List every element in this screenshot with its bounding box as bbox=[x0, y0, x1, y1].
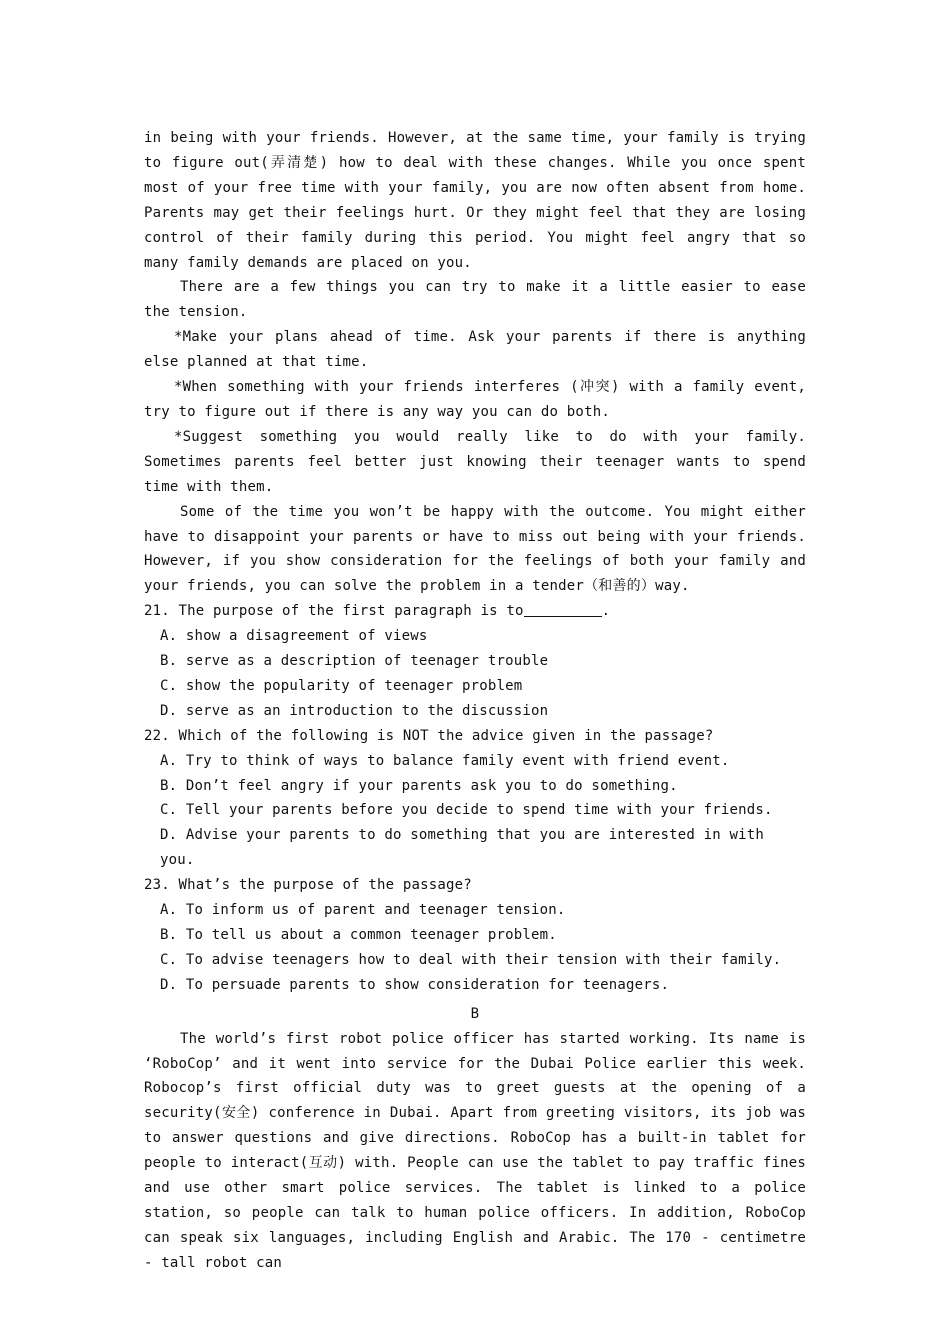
option-d: D. serve as an introduction to the discussion bbox=[160, 702, 549, 719]
option-c: C. show the popularity of teenager problem bbox=[160, 677, 523, 694]
option-d: D. To persuade parents to show consideration for teenagers. bbox=[160, 976, 670, 993]
question-stem: 23. What’s the purpose of the passage? bbox=[144, 877, 472, 894]
question-stem-text: 21. The purpose of the first paragraph is to bbox=[144, 603, 524, 620]
option-a: A. To inform us of parent and teenager tension. bbox=[160, 902, 566, 919]
page-content bbox=[144, 126, 806, 1276]
option-b: B. serve as a description of teenager trouble bbox=[160, 653, 549, 670]
question-21 bbox=[144, 599, 806, 724]
option-b: B. Don’t feel angry if your parents ask you to do something. bbox=[160, 777, 678, 794]
section-heading: B bbox=[470, 1005, 480, 1022]
passage-a-paragraph-1: in being with your friends. However, at the same time, your family is trying to figure out(弄清楚) how to deal with these changes. While you once spent most of your free time with your family, you are now often absent from home. Parents may get their feelings hurt. Or they might feel that they are losing control of their family during this period. You might feel angry that so many family demands are placed on you. bbox=[144, 130, 806, 271]
option-c: C. Tell your parents before you decide to spend time with your friends. bbox=[160, 802, 773, 819]
question-22 bbox=[144, 724, 806, 873]
advice-bullet-2: *When something with your friends interferes (冲突) with a family event, try to figure out if there is any way you can do both. bbox=[144, 379, 806, 420]
question-stem-end: . bbox=[601, 603, 611, 620]
question-stem: 22. Which of the following is NOT the advice given in the passage? bbox=[144, 727, 714, 744]
option-a: A. show a disagreement of views bbox=[160, 628, 428, 645]
question-stem bbox=[144, 599, 806, 624]
option-a: A. Try to think of ways to balance family event with friend event. bbox=[160, 752, 730, 769]
option-c: C. To advise teenagers how to deal with their tension with their family. bbox=[160, 951, 782, 968]
passage-b-paragraph-1: The world’s first robot police officer has started working. Its name is ‘RoboCop’ and it went into service for the Dubai Police earlier this week. Robocop’s first official duty was to greet guests at the opening of a security(安全) conference in Dubai. Apart from greeting visitors, its job was to answer questions and give directions. RoboCop has a built-in tablet for people to interact(互动) with. People can use the tablet to pay traffic fines and use other smart police services. The tablet is linked to a police station, so people can talk to human police officers. In addition, RoboCop can speak six languages, including English and Arabic. The 170 - centimetre - tall robot can bbox=[144, 1030, 806, 1271]
option-d: D. Advise your parents to do something that you are interested in with you. bbox=[160, 827, 765, 869]
advice-bullet-1: *Make your plans ahead of time. Ask your parents if there is anything else planned at that time. bbox=[144, 329, 806, 371]
passage-a-paragraph-3: Some of the time you won’t be happy with the outcome. You might either have to disappoint your parents or have to miss out being with your friends. However, if you show consideration for the feelings of both your family and your friends, you can solve the problem in a tender（和善的）way. bbox=[144, 503, 806, 595]
passage-a-paragraph-2: There are a few things you can try to make it a little easier to ease the tension. bbox=[144, 279, 806, 321]
question-23 bbox=[144, 873, 806, 998]
advice-bullet-3: *Suggest something you would really like to do with your family. Sometimes parents feel better just knowing their teenager wants to spend time with them. bbox=[144, 428, 806, 495]
option-b: B. To tell us about a common teenager problem. bbox=[160, 927, 557, 943]
answer-blank bbox=[524, 602, 602, 617]
